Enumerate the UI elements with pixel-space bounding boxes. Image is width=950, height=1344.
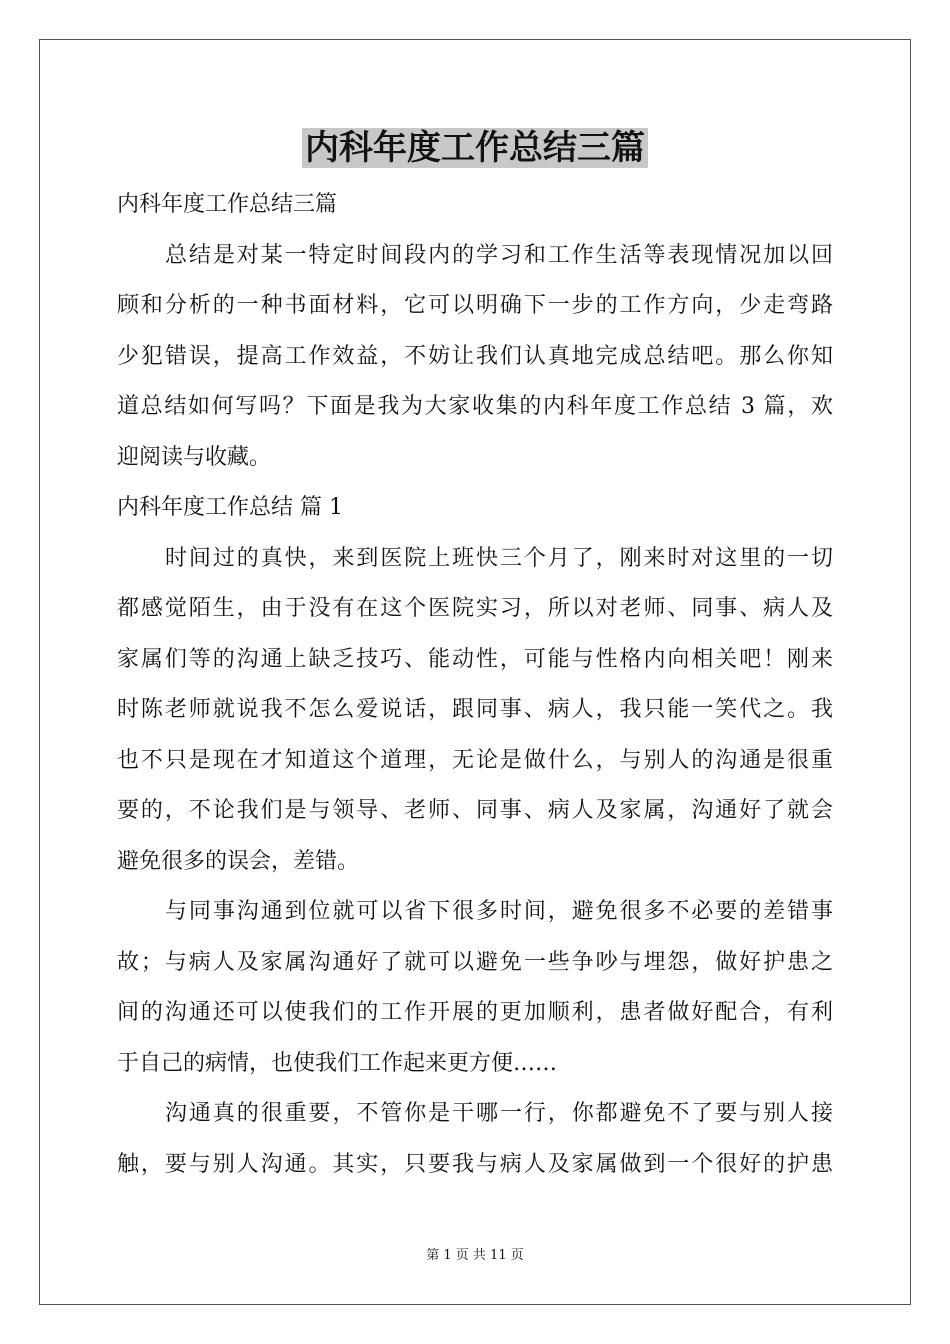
text-line: 道总结如何写吗？下面是我为大家收集的内科年度工作总结 3 篇，欢 — [117, 394, 833, 419]
text-line: 迎阅读与收藏。 — [117, 444, 272, 470]
document-title — [0, 124, 950, 172]
text-line: 于自己的病情，也使我们工作起来更方便…… — [117, 1050, 558, 1076]
text-line: 触，要与别人沟通。其实，只要我与病人及家属做到一个很好的护患 — [117, 1151, 833, 1177]
page-number-footer: 第 1 页 共 11 页 — [426, 1248, 524, 1263]
text-line: 也不只是现在才知道这个道理，无论是做什么，与别人的沟通是很重 — [117, 747, 833, 773]
section-heading: 内科年度工作总结 篇 1 — [117, 495, 343, 520]
text-line: 家属们等的沟通上缺乏技巧、能动性，可能与性格内向相关吧！刚来 — [117, 646, 833, 672]
text-line: 与同事沟通到位就可以省下很多时间，避免很多不必要的差错事 — [165, 899, 833, 924]
text-line: 要的，不论我们是与领导、老师、同事、病人及家属，沟通好了就会 — [117, 798, 833, 823]
text-line: 少犯错误，提高工作效益，不妨让我们认真地完成总结吧。那么你知 — [117, 343, 833, 369]
text-line: 时间过的真快，来到医院上班快三个月了，刚来时对这里的一切 — [165, 545, 833, 571]
document-title-text: 内科年度工作总结三篇 — [302, 128, 648, 168]
text-line: 总结是对某一特定时间段内的学习和工作生活等表现情况加以回 — [165, 242, 833, 268]
text-line: 故；与病人及家属沟通好了就可以避免一些争吵与埋怨，做好护患之 — [117, 949, 833, 975]
text-line: 都感觉陌生，由于没有在这个医院实习，所以对老师、同事、病人及 — [117, 596, 833, 621]
text-line: 沟通真的很重要，不管你是干哪一行，你都避免不了要与别人接 — [165, 1101, 833, 1126]
text-line: 顾和分析的一种书面材料，它可以明确下一步的工作方向，少走弯路 — [117, 293, 833, 318]
text-line: 时陈老师就说我不怎么爱说话，跟同事、病人，我只能一笑代之。我 — [117, 697, 833, 722]
text-line: 避免很多的误会，差错。 — [117, 848, 360, 874]
document-body — [117, 180, 833, 1190]
text-line: 间的沟通还可以使我们的工作开展的更加顺利，患者做好配合，有利 — [117, 1000, 833, 1025]
section-heading: 内科年度工作总结三篇 — [117, 192, 338, 217]
